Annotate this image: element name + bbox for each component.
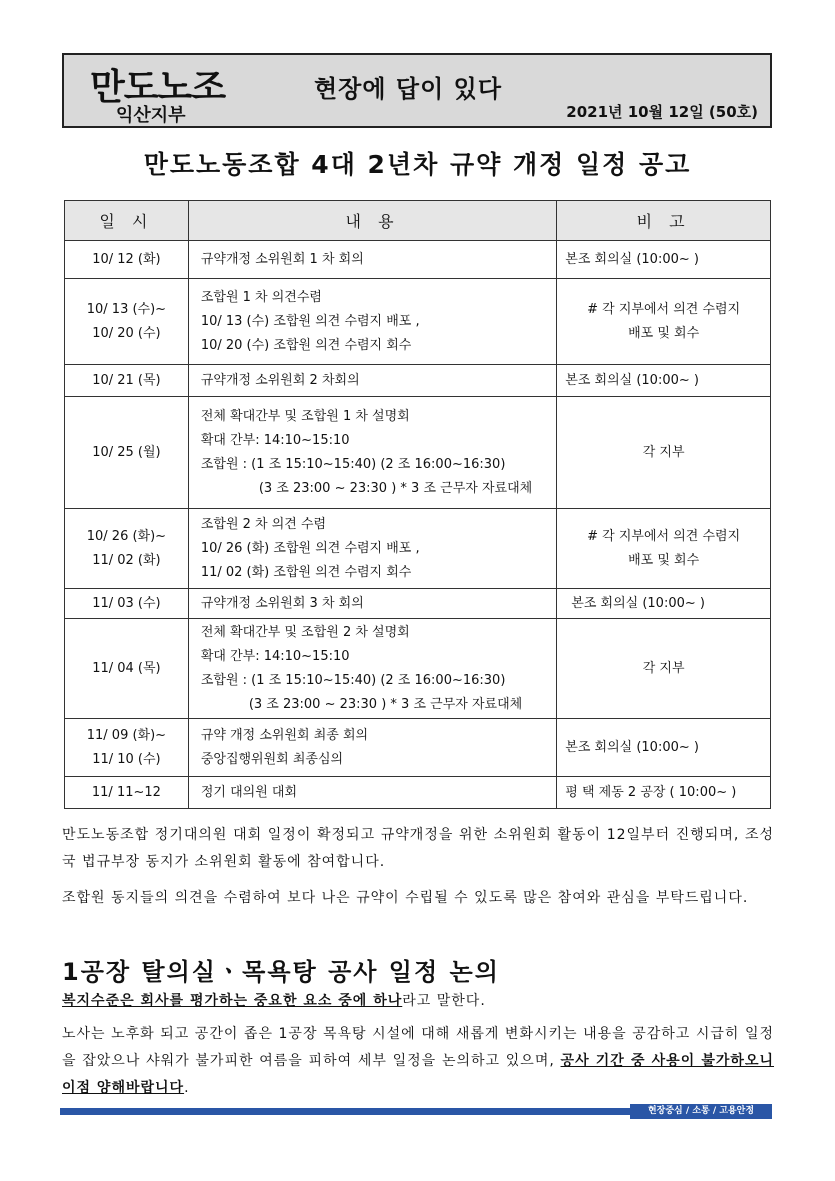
paragraph-construction xyxy=(62,1021,774,1102)
content-cell: 전체 확대간부 및 조합원 1 차 설명회 확대 간부: 14:10~15:10 조합원 : (1 조 15:10~15:40) (2 조 16:00~16:30) (3 조 23:00 ~ 23:30 ) * 3 조 근무자 자료대체 xyxy=(188,397,556,509)
masthead xyxy=(62,53,772,128)
note-cell: 평 택 제동 2 공장 ( 10:00~ ) xyxy=(557,777,771,809)
date-cell: 11/ 04 (목) xyxy=(65,619,189,719)
table-row xyxy=(65,777,771,809)
content-cell: 조합원 1 차 의견수렴 10/ 13 (수) 조합원 의견 수렴지 배포 , 10/ 20 (수) 조합원 의견 수렴지 회수 xyxy=(188,279,556,365)
date-cell: 11/ 03 (수) xyxy=(65,589,189,619)
welfare-rest: 라고 말한다. xyxy=(402,993,486,1009)
union-name: 만도노조 xyxy=(90,67,226,108)
content-cell: 규약개정 소위원회 3 차 회의 xyxy=(188,589,556,619)
table-row xyxy=(65,365,771,397)
content-cell: 규약 개정 소위원회 최종 회의 중앙집행위원회 최종심의 xyxy=(188,719,556,777)
content-cell: 전체 확대간부 및 조합원 2 차 설명회 확대 간부: 14:10~15:10 조합원 : (1 조 15:10~15:40) (2 조 16:00~16:30) (3 조 23:00 ~ 23:30 ) * 3 조 근무자 자료대체 xyxy=(188,619,556,719)
branch-name: 익산지부 xyxy=(116,105,186,126)
header-date: 일 시 xyxy=(65,201,189,241)
table-row xyxy=(65,397,771,509)
note-cell: 본조 회의실 (10:00~ ) xyxy=(557,241,771,279)
note-cell: 각 지부 xyxy=(557,619,771,719)
section-title-bathhouse: 1공장 탈의실ㆍ목욕탕 공사 일정 논의 xyxy=(62,958,500,986)
table-row xyxy=(65,279,771,365)
note-cell: 본조 회의실 (10:00~ ) xyxy=(557,719,771,777)
note-cell: 본조 회의실 (10:00~ ) xyxy=(557,589,771,619)
schedule-table xyxy=(64,200,771,809)
table-row xyxy=(65,509,771,589)
date-cell: 10/ 25 (월) xyxy=(65,397,189,509)
paragraph-welfare xyxy=(62,988,774,1015)
content-cell: 규약개정 소위원회 2 차회의 xyxy=(188,365,556,397)
date-cell: 11/ 09 (화)~ 11/ 10 (수) xyxy=(65,719,189,777)
paragraph-schedule-info: 만도노동조합 정기대의원 대회 일정이 확정되고 규약개정을 위한 소위원회 활동이 12일부터 진행되며, 조성국 법규부장 동지가 소위원회 활동에 참여합니다. xyxy=(62,827,774,870)
motto: 현장에 답이 있다 xyxy=(314,75,502,103)
table-row xyxy=(65,589,771,619)
date-cell: 11/ 11~12 xyxy=(65,777,189,809)
header-content: 내 용 xyxy=(188,201,556,241)
table-row xyxy=(65,241,771,279)
date-cell: 10/ 26 (화)~ 11/ 02 (화) xyxy=(65,509,189,589)
notice-title: 만도노동조합 4대 2년차 규약 개정 일정 공고 xyxy=(143,150,692,179)
date-cell: 10/ 12 (화) xyxy=(65,241,189,279)
date-cell: 10/ 21 (목) xyxy=(65,365,189,397)
note-cell: 본조 회의실 (10:00~ ) xyxy=(557,365,771,397)
content-cell: 정기 대의원 대회 xyxy=(188,777,556,809)
construction-emphasis: 공사 기간 중 사용이 불가하오니 이점 양해바랍니다 xyxy=(62,1053,775,1096)
note-cell: # 각 지부에서 의견 수렴지 배포 및 회수 xyxy=(557,279,771,365)
footer-slogan: 현장중심 / 소통 / 고용안정 xyxy=(630,1104,772,1119)
construction-text: 노사는 노후화 되고 공간이 좁은 1공장 목욕탕 시설에 대해 새롭게 변화시키는 내용을 공감하고 시급히 일정을 잡았으나 샤워가 불가피한 여름을 피하여 세부 일정을 논의하고 있으며, xyxy=(62,1026,774,1069)
issue-date: 2021년 10월 12일 (50호) xyxy=(566,103,758,121)
table-row xyxy=(65,719,771,777)
paragraph-request: 조합원 동지들의 의견을 수렴하여 보다 나은 규약이 수립될 수 있도록 많은 참여와 관심을 부탁드립니다. xyxy=(62,890,749,906)
header-note: 비 고 xyxy=(557,201,771,241)
note-cell: # 각 지부에서 의견 수렴지 배포 및 회수 xyxy=(557,509,771,589)
welfare-emphasis: 복지수준은 회사를 평가하는 중요한 요소 중에 하나 xyxy=(62,993,403,1009)
note-cell: 각 지부 xyxy=(557,397,771,509)
construction-end: . xyxy=(184,1080,190,1096)
content-cell: 조합원 2 차 의견 수렴 10/ 26 (화) 조합원 의견 수렴지 배포 , 11/ 02 (화) 조합원 의견 수렴지 회수 xyxy=(188,509,556,589)
date-cell: 10/ 13 (수)~ 10/ 20 (수) xyxy=(65,279,189,365)
content-cell: 규약개정 소위원회 1 차 회의 xyxy=(188,241,556,279)
schedule-header-row xyxy=(65,201,771,241)
table-row xyxy=(65,619,771,719)
